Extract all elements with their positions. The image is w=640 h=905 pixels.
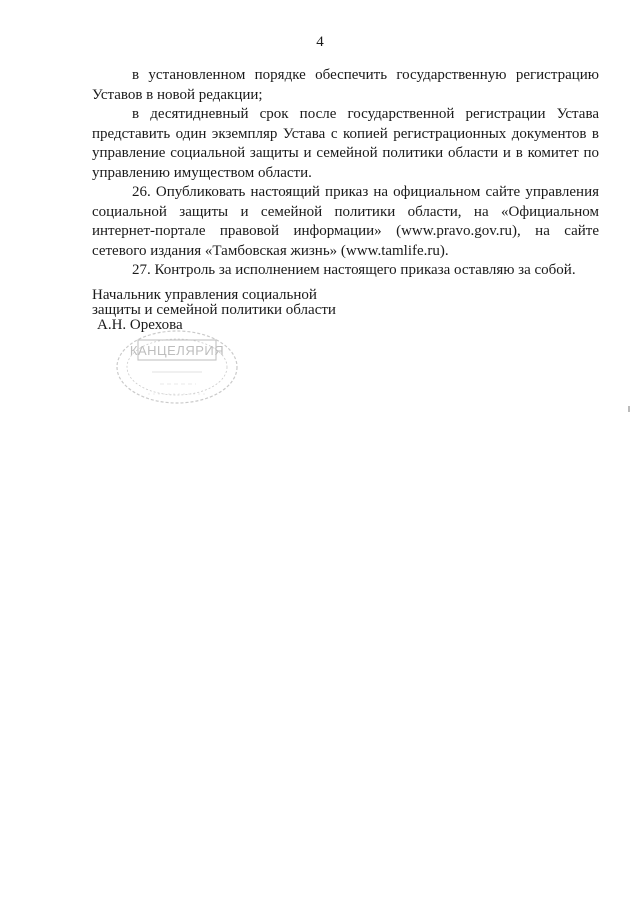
page-number: 4	[316, 34, 324, 50]
signatory-position-line1: Начальник управления социальной	[92, 287, 317, 303]
document-body	[92, 66, 599, 281]
svg-text:КАНЦЕЛЯРИЯ: КАНЦЕЛЯРИЯ	[129, 343, 225, 358]
scan-edge-mark	[628, 406, 630, 412]
paragraph-control: 27. Контроль за исполнением настоящего приказа оставляю за собой.	[132, 262, 576, 278]
signatory-name: А.Н. Орехова	[97, 317, 183, 333]
paragraph-submit-charter: в десятидневный срок после государственной регистрации Устава представить один экземпляр Устава с копией регистрационных документов в управление социальной защиты и семейной политики области и в комитет по управлению имуществом области.	[92, 106, 599, 181]
paragraph-registration: в установленном порядке обеспечить государственную регистрацию Уставов в новой редакции;	[92, 67, 599, 103]
signatory-position-line2: защиты и семейной политики области	[92, 302, 336, 318]
paragraph-publish: 26. Опубликовать настоящий приказ на официальном сайте управления социальной защиты и семейной политики области, на «Официальном интернет-портале правовой информации» (www.pravo.gov.ru), на сайте сетевого издания «Тамбовская жизнь» (www.tamlife.ru).	[92, 184, 599, 259]
office-stamp-icon	[112, 326, 242, 408]
